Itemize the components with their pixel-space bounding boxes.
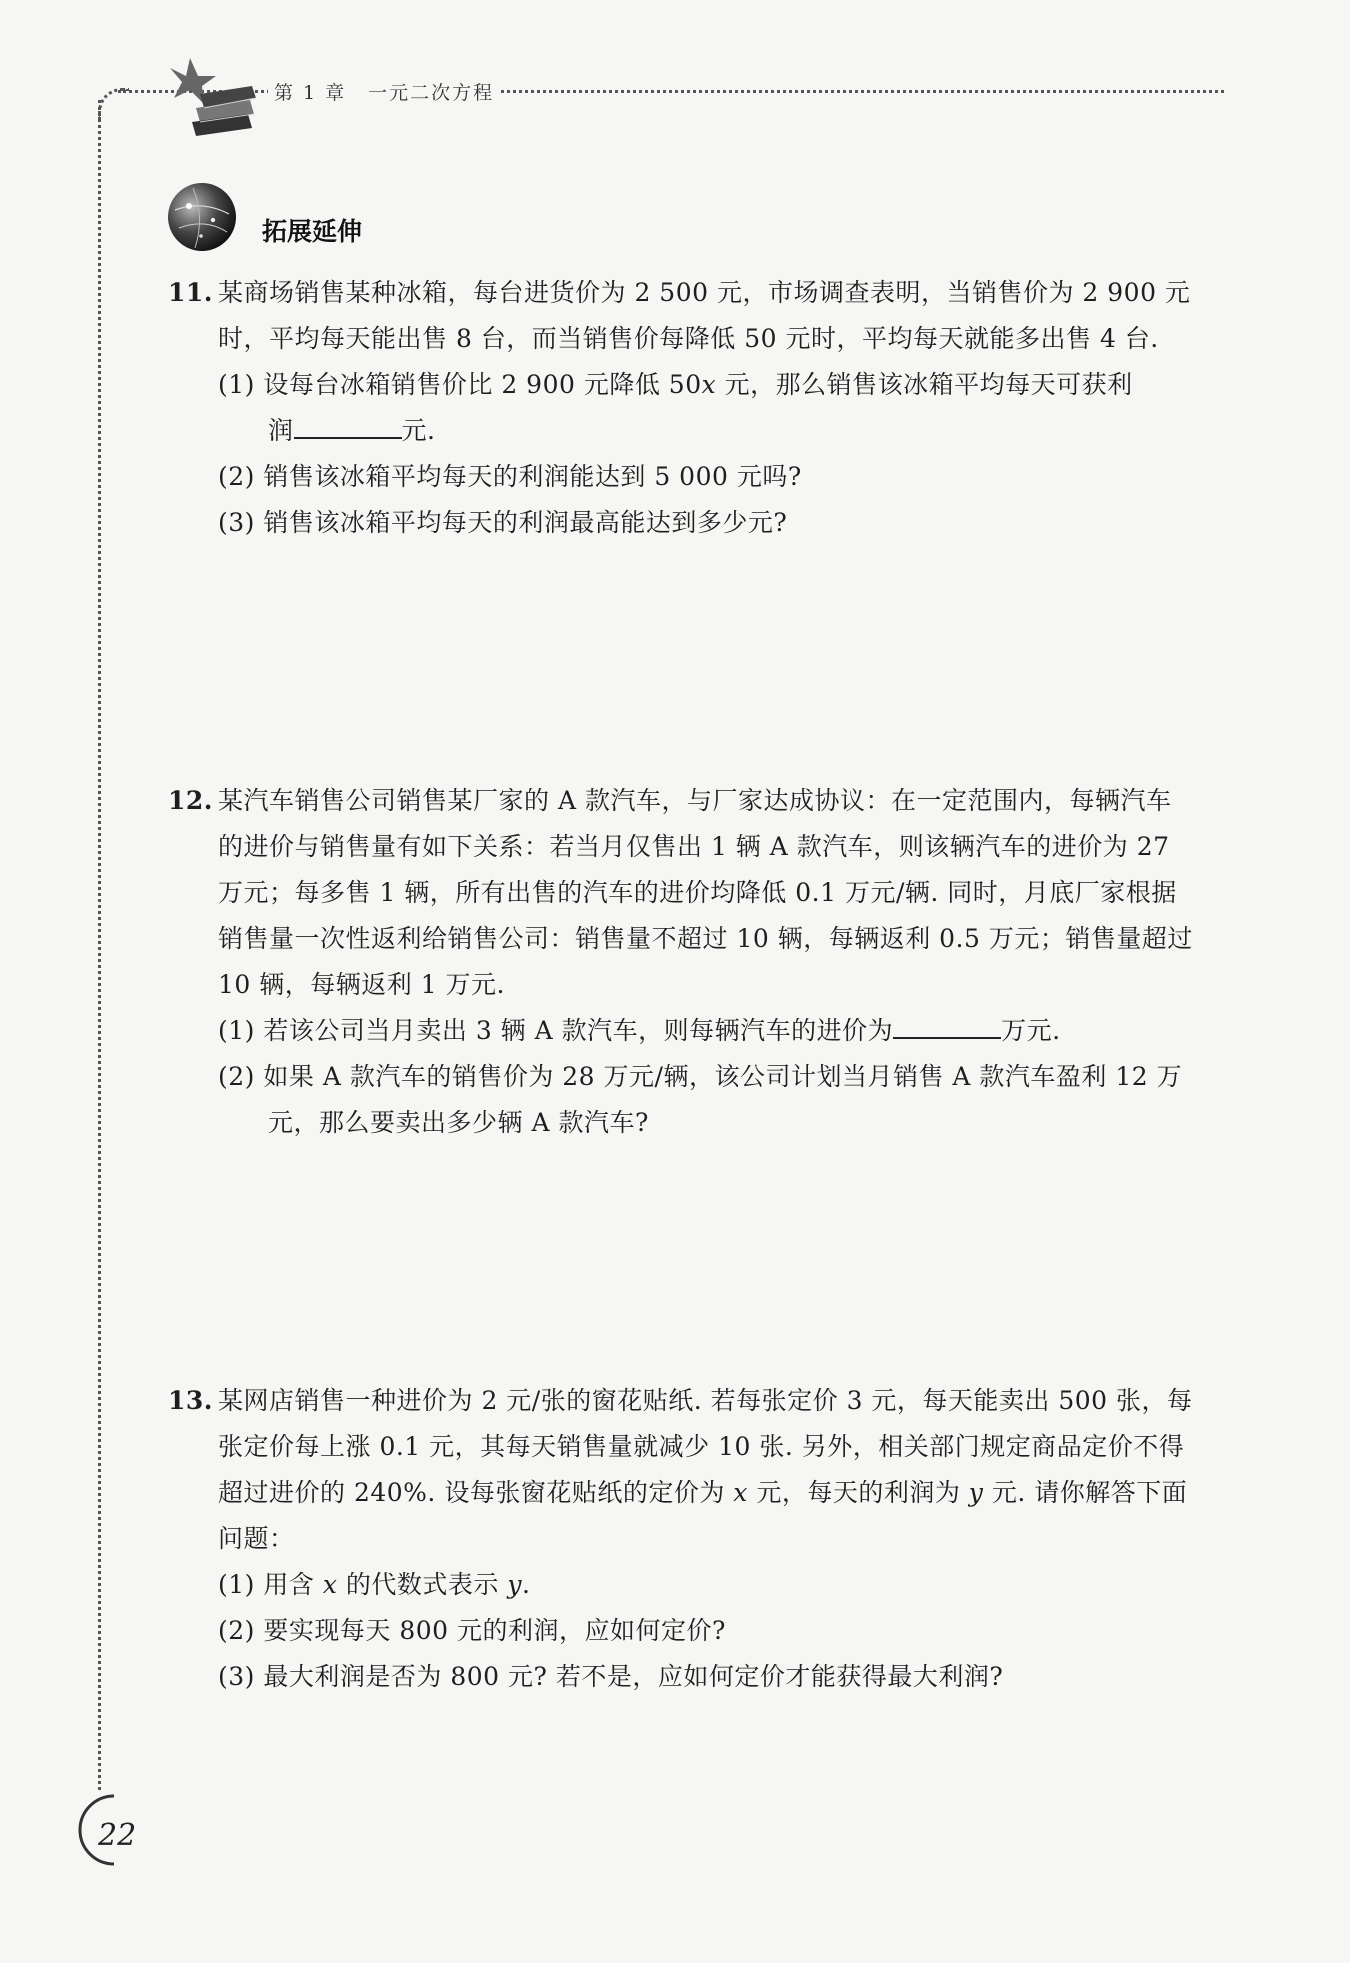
answer-blank[interactable] [893, 1015, 1001, 1039]
problem-text-line: 某商场销售某种冰箱，每台进货价为 2 500 元，市场调查表明，当销售价为 2 900 元 [218, 278, 1191, 307]
problem-number: 12. [168, 786, 213, 815]
section-title: 拓展延伸 [262, 217, 363, 246]
problem-text-line: 张定价每上涨 0.1 元，其每天销售量就减少 10 张. 另外，相关部门规定商品定价不得 [218, 1432, 1185, 1461]
chapter-title: 一元二次方程 [368, 82, 495, 104]
subquestion-2: (2) 要实现每天 800 元的利润，应如何定价? [218, 1616, 726, 1645]
subquestion-1-continued: 润 元. [268, 416, 436, 445]
subquestion-1: (1) 设每台冰箱销售价比 2 900 元降低 50x 元，那么销售该冰箱平均每天可获利 [218, 370, 1133, 399]
problem-text-line: 某汽车销售公司销售某厂家的 A 款汽车，与厂家达成协议：在一定范围内，每辆汽车 [218, 786, 1172, 815]
problem-text-line: 的进价与销售量有如下关系：若当月仅售出 1 辆 A 款汽车，则该辆汽车的进价为 27 [218, 832, 1170, 861]
frame-corner [98, 88, 129, 119]
answer-blank[interactable] [294, 415, 402, 439]
problem-text-line: 时，平均每天能出售 8 台，而当销售价每降低 50 元时，平均每天就能多出售 4 台. [218, 324, 1159, 353]
problem-13 [168, 1378, 1228, 1700]
problem-text-line: 10 辆，每辆返利 1 万元. [218, 970, 506, 999]
problem-text-line: 某网店销售一种进价为 2 元/张的窗花贴纸. 若每张定价 3 元，每天能卖出 500 张，每 [218, 1386, 1193, 1415]
subquestion-1: (1) 若该公司当月卖出 3 辆 A 款汽车，则每辆汽车的进价为 万元. [218, 1016, 1061, 1045]
problem-number: 11. [168, 278, 213, 307]
subquestion-3: (3) 销售该冰箱平均每天的利润最高能达到多少元? [218, 508, 788, 537]
problem-text-line: 销售量一次性返利给销售公司：销售量不超过 10 辆，每辆返利 0.5 万元；销售量超过 [218, 924, 1193, 953]
problem-12 [168, 778, 1228, 1146]
page-number: 22 [98, 1818, 137, 1853]
problem-text-line: 万元；每多售 1 辆，所有出售的汽车的进价均降低 0.1 万元/辆. 同时，月底厂家根据 [218, 878, 1177, 907]
problem-number: 13. [168, 1386, 213, 1415]
problem-11 [168, 270, 1228, 546]
left-dotted-rule [98, 100, 101, 1790]
subquestion-2-continued: 元，那么要卖出多少辆 A 款汽车? [268, 1108, 649, 1137]
problem-text-line: 问题： [218, 1524, 295, 1553]
chapter-number: 第 1 章 [274, 82, 347, 104]
subquestion-2: (2) 如果 A 款汽车的销售价为 28 万元/辆，该公司计划当月销售 A 款汽车盈利 12 万 [218, 1062, 1183, 1091]
subquestion-2: (2) 销售该冰箱平均每天的利润能达到 5 000 元吗? [218, 462, 802, 491]
globe-icon [165, 180, 239, 254]
running-header [268, 78, 500, 104]
subquestion-1: (1) 用含 x 的代数式表示 y. [218, 1570, 531, 1599]
books-logo-icon [160, 50, 260, 140]
subquestion-3: (3) 最大利润是否为 800 元? 若不是，应如何定价才能获得最大利润? [218, 1662, 1004, 1691]
problem-text-line: 超过进价的 240%. 设每张窗花贴纸的定价为 x 元，每天的利润为 y 元. 请你解答下面 [218, 1478, 1188, 1507]
